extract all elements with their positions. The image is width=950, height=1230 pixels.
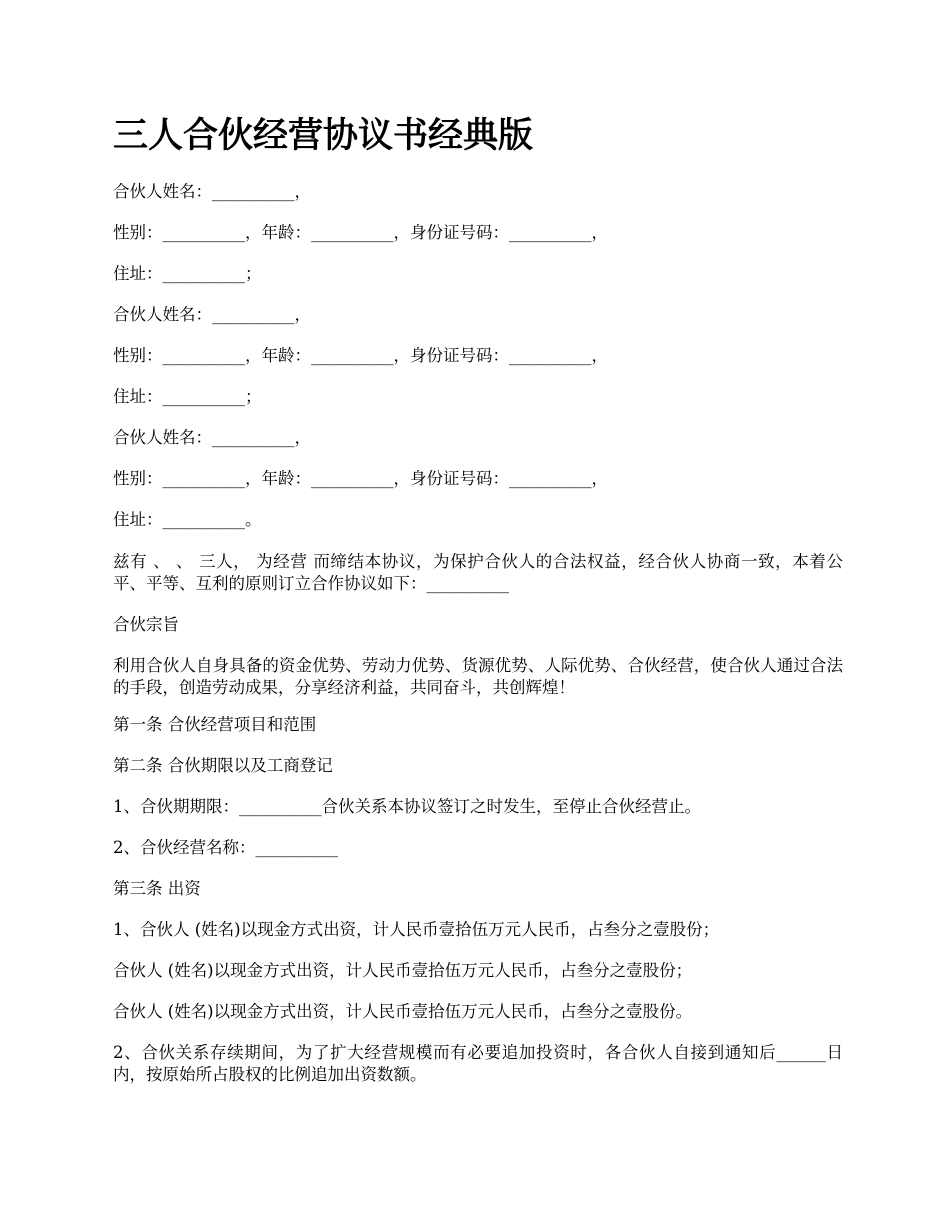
preamble-paragraph: 兹有 、 、 三人， 为经营 而缔结本协议，为保护合伙人的合法权益，经合伙人协商一致，本着公平、平等、互利的原则订立合作协议如下：__________ — [113, 552, 843, 593]
partner1-address-line: 住址：__________； — [113, 264, 262, 283]
partner3-address-line: 住址：__________。 — [113, 510, 262, 529]
article3-item1-partner-b: 合伙人 (姓名)以现金方式出资，计人民币壹拾伍万元人民币，占叁分之壹股份； — [113, 961, 693, 980]
article2-heading: 第二条 合伙期限以及工商登记 — [113, 756, 333, 775]
article3-item1-partner-c: 合伙人 (姓名)以现金方式出资，计人民币壹拾伍万元人民币，占叁分之壹股份。 — [113, 1002, 693, 1021]
article1-heading: 第一条 合伙经营项目和范围 — [113, 715, 317, 734]
partner2-details-line: 性别：__________，年龄：__________，身份证号码：__________， — [113, 346, 608, 365]
purpose-heading: 合伙宗旨 — [113, 615, 179, 634]
article2-item2: 2、合伙经营名称：__________ — [113, 838, 338, 857]
partner3-details-line: 性别：__________，年龄：__________，身份证号码：__________， — [113, 469, 608, 488]
partner1-name-line: 合伙人姓名：__________， — [113, 182, 311, 201]
article3-item2: 2、合伙关系存续期间，为了扩大经营规模而有必要追加投资时，各合伙人自接到通知后______日内，按原始所占股权的比例追加出资数额。 — [113, 1043, 843, 1084]
document-title: 三人合伙经营协议书经典版 — [113, 115, 534, 156]
article2-item1: 1、合伙期期限：__________合伙关系本协议签订之时发生，至停止合伙经营止。 — [113, 797, 701, 816]
partner1-details-line: 性别：__________，年龄：__________，身份证号码：__________， — [113, 223, 608, 242]
purpose-paragraph: 利用合伙人自身具备的资金优势、劳动力优势、货源优势、人际优势、合伙经营，使合伙人通过合法的手段，创造劳动成果，分享经济利益，共同奋斗，共创辉煌！ — [113, 656, 843, 697]
partner2-address-line: 住址：__________； — [113, 387, 262, 406]
article3-item1-partner-a: 1、合伙人 (姓名)以现金方式出资，计人民币壹拾伍万元人民币，占叁分之壹股份； — [113, 920, 720, 939]
article3-heading: 第三条 出资 — [113, 879, 201, 898]
partner2-name-line: 合伙人姓名：__________， — [113, 305, 311, 324]
partner3-name-line: 合伙人姓名：__________， — [113, 428, 311, 447]
